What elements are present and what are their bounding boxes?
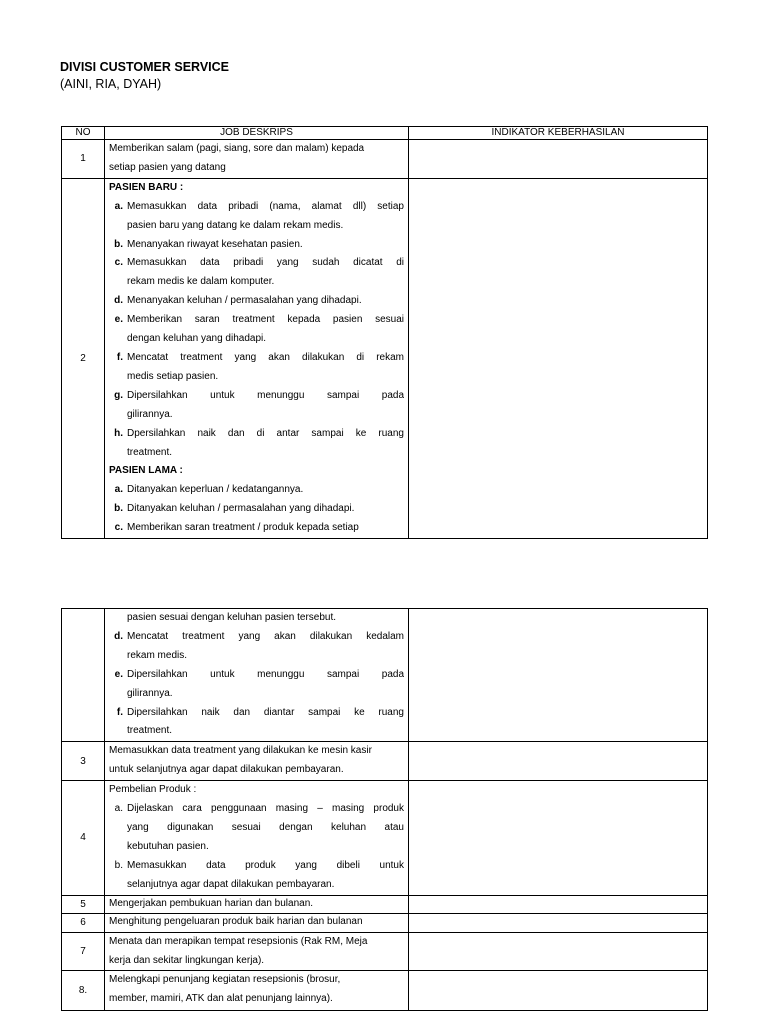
job-description-table-page2: [61, 608, 708, 1011]
row-indicator: [409, 932, 708, 971]
row-description: [105, 178, 409, 538]
row-description: [105, 742, 409, 781]
list-item: [109, 425, 404, 463]
list-item: [109, 292, 404, 311]
list-item-letter: h.: [114, 427, 123, 439]
list-item: [109, 800, 404, 857]
list-item: [109, 387, 404, 425]
row-number: 8.: [62, 971, 105, 1011]
row-number: 3: [62, 742, 105, 781]
document-subtitle: (AINI, RIA, DYAH): [60, 77, 162, 91]
list-item-letter: b.: [114, 238, 123, 250]
list-item: [109, 857, 404, 895]
row-indicator: [409, 609, 708, 742]
description-line: Memasukkan data treatment yang dilakukan ke mesin kasir: [109, 745, 372, 757]
list-item-letter: b.: [114, 503, 123, 515]
table-row: [62, 932, 708, 971]
row-number: 2: [62, 178, 105, 538]
table-row: [62, 742, 708, 781]
list-item-text: treatment.: [127, 446, 173, 458]
header-indikator: INDIKATOR KEBERHASILAN: [409, 127, 708, 140]
section-header-pembelian-produk: Pembelian Produk :: [109, 784, 197, 796]
list-item-text: Memasukkan data pribadi (nama, alamat dll) setiap: [127, 200, 404, 212]
list-item-letter: d.: [114, 630, 123, 642]
list-item: [109, 519, 404, 538]
list-item-letter: c.: [114, 257, 123, 269]
list-item-letter: a.: [114, 803, 123, 815]
row-indicator: [409, 742, 708, 781]
list-item-text: yang digunakan sesuai dengan keluhan atau: [127, 821, 404, 833]
row-indicator: [409, 140, 708, 179]
list-item-text: Mencatat treatment yang akan dilakukan kedalam: [127, 630, 404, 642]
list-item: [109, 666, 404, 704]
row-indicator: [409, 971, 708, 1011]
row-description: [105, 913, 409, 932]
list-item-text: Ditanyakan keperluan / kedatangannya.: [127, 484, 304, 496]
pasien-lama-list-continued: [109, 628, 404, 741]
table-row: [62, 609, 708, 742]
description-line: Mengerjakan pembukuan harian dan bulanan.: [109, 897, 314, 909]
list-item-text: Dipersilahkan naik dan diantar sampai ke ruang: [127, 706, 404, 718]
row-description: [105, 932, 409, 971]
list-item-letter: c.: [114, 522, 123, 534]
description-line: untuk selanjutnya agar dapat dilakukan pembayaran.: [109, 764, 344, 776]
description-line: kerja dan sekitar lingkungan kerja).: [109, 954, 265, 966]
list-item: [109, 704, 404, 742]
list-item: [109, 628, 404, 666]
description-line: Menata dan merapikan tempat resepsionis (Rak RM, Meja: [109, 935, 368, 947]
row-description: [105, 971, 409, 1011]
description-line: member, mamiri, ATK dan alat penunjang lainnya).: [109, 993, 333, 1005]
list-item-text: Dipersilahkan untuk menunggu sampai pada: [127, 389, 404, 401]
list-item-letter: d.: [114, 295, 123, 307]
list-item: [109, 311, 404, 349]
row-indicator: [409, 781, 708, 895]
list-item-text: medis setiap pasien.: [127, 370, 219, 382]
document-title: DIVISI CUSTOMER SERVICE: [60, 60, 230, 74]
list-item-letter: a.: [114, 200, 123, 212]
row-number: 7: [62, 932, 105, 971]
list-item-text: Mencatat treatment yang akan dilakukan di rekam: [127, 351, 404, 363]
list-item-text: pasien baru yang datang ke dalam rekam medis.: [127, 219, 344, 231]
list-item-text: Dpersilahkan naik dan di antar sampai ke ruang: [127, 427, 404, 439]
table-row: [62, 781, 708, 895]
row-description: [105, 609, 409, 742]
list-item-text: rekam medis.: [127, 649, 188, 661]
pembelian-produk-list: [109, 800, 404, 895]
list-item-text: Ditanyakan keluhan / permasalahan yang dihadapi.: [127, 503, 355, 515]
row-indicator: [409, 895, 708, 913]
header-job-deskrips: JOB DESKRIPS: [105, 127, 409, 140]
list-item-letter: f.: [116, 706, 123, 718]
list-item-text: gilirannya.: [127, 408, 173, 420]
list-item-text: Memasukkan data produk yang dibeli untuk: [127, 859, 404, 871]
list-item-text: rekam medis ke dalam komputer.: [127, 276, 275, 288]
table-row: [62, 971, 708, 1011]
row-number: [62, 609, 105, 742]
pasien-baru-list: [109, 198, 404, 463]
table-row: [62, 895, 708, 913]
list-item-text: dengan keluhan yang dihadapi.: [127, 333, 267, 345]
table-row: [62, 178, 708, 538]
list-item: [109, 198, 404, 236]
list-item-letter: b.: [114, 859, 123, 871]
list-item-text: kebutuhan pasien.: [127, 840, 209, 852]
row-number: 1: [62, 140, 105, 179]
row-description: [105, 781, 409, 895]
list-item-text: Dipersilahkan untuk menunggu sampai pada: [127, 668, 404, 680]
table-row: [62, 140, 708, 179]
section-header-pasien-baru: PASIEN BARU :: [109, 181, 184, 193]
row-number: 5: [62, 895, 105, 913]
list-item-text: gilirannya.: [127, 687, 173, 699]
row-number: 6: [62, 913, 105, 932]
section-header-pasien-lama: PASIEN LAMA :: [109, 465, 183, 477]
list-item: [109, 481, 404, 500]
list-item-text: Menanyakan keluhan / permasalahan yang dihadapi.: [127, 295, 362, 307]
list-item-text: Memberikan saran treatment / produk kepada setiap: [127, 522, 359, 534]
list-item: [109, 254, 404, 292]
row-indicator: [409, 178, 708, 538]
list-item-letter: e.: [114, 668, 123, 680]
description-line: Memberikan salam (pagi, siang, sore dan malam) kepada: [109, 143, 365, 154]
list-item-text: Menanyakan riwayat kesehatan pasien.: [127, 238, 303, 250]
list-item-text: Dijelaskan cara penggunaan masing – masing produk: [127, 803, 404, 815]
list-item-text: Memasukkan data pribadi yang sudah dicatat di: [127, 257, 404, 269]
table-header-row: [62, 127, 708, 140]
list-item: [109, 236, 404, 255]
row-description: [105, 140, 409, 179]
description-line: setiap pasien yang datang: [109, 161, 226, 173]
table-row: [62, 913, 708, 932]
list-item-text: selanjutnya agar dapat dilakukan pembayaran.: [127, 878, 335, 890]
list-item-letter: e.: [114, 314, 123, 326]
list-item-letter: g.: [114, 389, 123, 401]
row-description: [105, 895, 409, 913]
list-item: [109, 349, 404, 387]
description-line: Menghitung pengeluaran produk baik harian dan bulanan: [109, 915, 363, 927]
job-description-table-page1: [61, 126, 708, 539]
list-item-letter: a.: [114, 484, 123, 496]
pasien-lama-list: [109, 481, 404, 538]
row-indicator: [409, 913, 708, 932]
list-item-letter: f.: [116, 351, 123, 363]
list-item: [109, 500, 404, 519]
list-item-text: treatment.: [127, 725, 173, 737]
row-number: 4: [62, 781, 105, 895]
description-line: Melengkapi penunjang kegiatan resepsionis (brosur,: [109, 974, 341, 986]
list-item: [109, 609, 404, 628]
list-item-text: Memberikan saran treatment kepada pasien sesuai: [127, 314, 404, 326]
description-line: pasien sesuai dengan keluhan pasien tersebut.: [127, 612, 337, 623]
header-no: NO: [62, 127, 105, 140]
